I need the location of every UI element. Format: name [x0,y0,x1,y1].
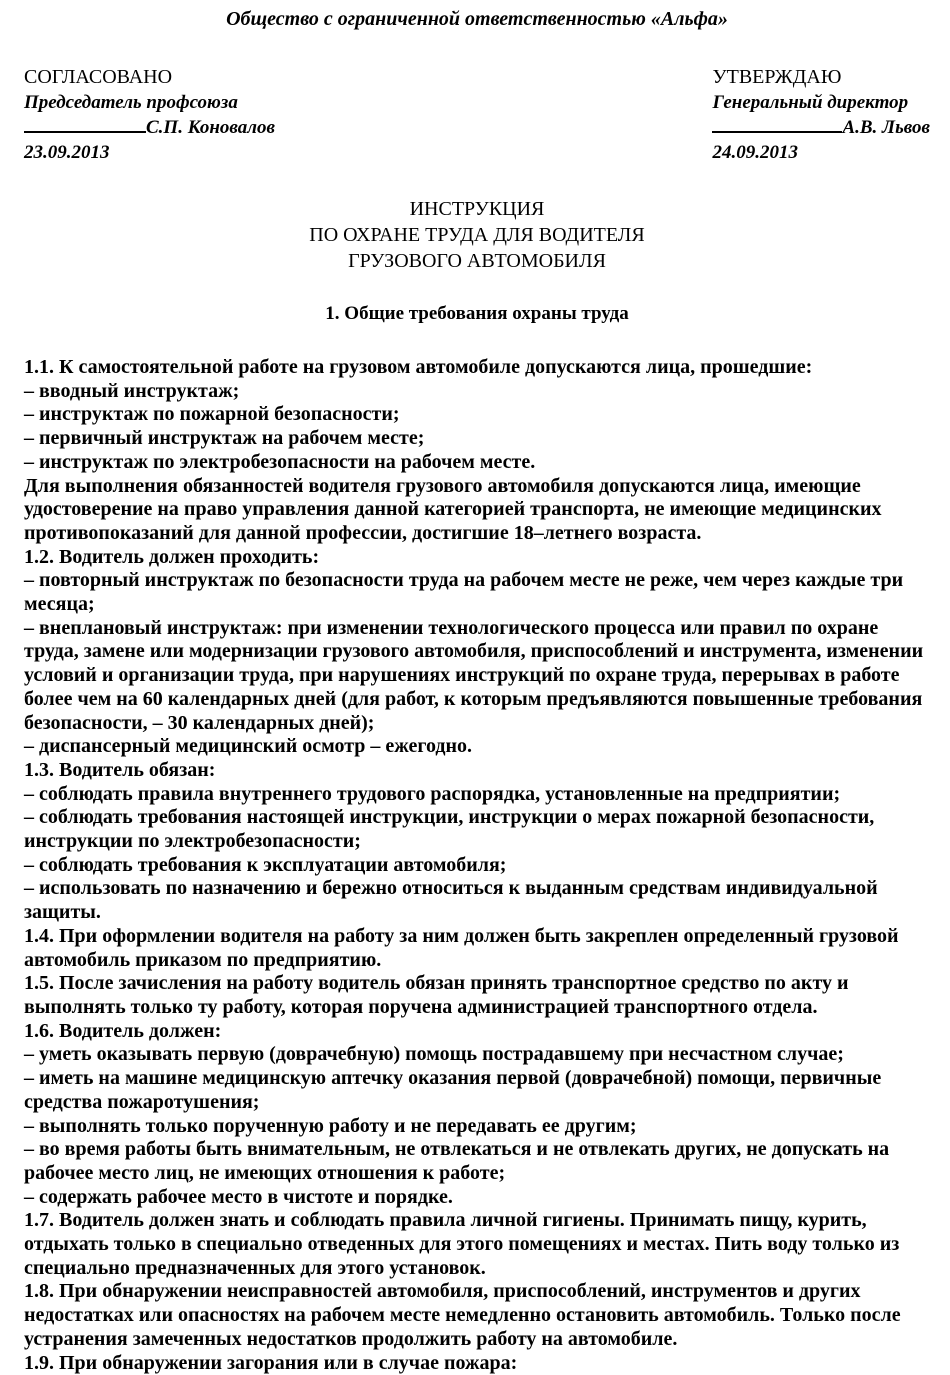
approved-signature-line [712,115,930,140]
approved-role: Генеральный директор [712,92,909,113]
agreed-role: Председатель профсоюза [24,92,238,113]
signature-blank [712,115,842,133]
approved-status-label: УТВЕРЖДАЮ [712,66,842,88]
signature-blank [24,115,146,133]
paragraph-1-9: 1.9. При обнаружении загорания или в случае пожара: [24,1351,518,1374]
list-item: – уметь оказывать первую (доврачебную) помощь пострадавшему при несчастном случае; [24,1043,844,1066]
list-item: – использовать по назначению и бережно относиться к выданным средствам индивидуальной защиты. [24,877,878,924]
paragraph-1-3: 1.3. Водитель обязан: [24,758,216,781]
list-item: – во время работы быть внимательным, не отвлекаться и не отвлекать других, не допускать на рабочее место лиц, не имеющих отношения к работе; [24,1138,890,1184]
paragraph-1-7: 1.7. Водитель должен знать и соблюдать правила личной гигиены. Принимать пищу, курить, отдыхать только в специально отведенных для этого помещениях и местах. Пить воду только из специально предназначенных для этого установок. [24,1209,900,1279]
list-item: – повторный инструктаж по безопасности труда на рабочем месте не реже, чем через каждые три месяца; [24,569,904,616]
title-line-3: ГРУЗОВОГО АВТОМОБИЛЯ [348,250,606,272]
agreed-signature-line [24,115,275,140]
list-item: – инструктаж по пожарной безопасности; [24,403,400,426]
list-item: – первичный инструктаж на рабочем месте; [24,427,425,450]
agreed-status-label: СОГЛАСОВАНО [24,66,173,88]
list-item: – внеплановый инструктаж: при изменении технологического процесса или правил по охране труда, замене или модернизации грузового автомобиля, приспособлений и инструмента, изменении условий и организации труда, при нарушениях инструкций по охране труда, перерывах в работе более чем на 60 календарных дней (для работ, к которым предъявляются повышенные требования безопасности, – 30 календарных дней); [24,616,924,734]
approval-block-approved [712,65,930,165]
list-item: – соблюдать требования настоящей инструкции, инструкции о мерах пожарной безопасности, инструкции по электробезопасности; [24,806,875,853]
title-line-1: ИНСТРУКЦИЯ [409,198,545,220]
approved-date: 24.09.2013 [712,142,798,163]
title-line-2: ПО ОХРАНЕ ТРУДА ДЛЯ ВОДИТЕЛЯ [309,224,645,246]
instruction-body [24,356,930,1375]
list-item: – диспансерный медицинский осмотр – ежегодно. [24,735,473,758]
approval-block-agreed [24,65,275,165]
paragraph-1-6: 1.6. Водитель должен: [24,1019,222,1042]
approval-blocks [24,65,930,165]
document-title [24,196,930,274]
paragraph-1-4: 1.4. При оформлении водителя на работу за ним должен быть закреплен определенный грузовой автомобиль приказом по предприятию. [24,924,899,971]
paragraph-1-5: 1.5. После зачисления на работу водитель обязан принять транспортное средство по акту и выполнять только ту работу, которая поручена администрацией транспортного отдела. [24,972,849,1018]
paragraph-1-1: 1.1. К самостоятельной работе на грузовом автомобиле допускаются лица, прошедшие: [24,356,813,378]
company-title: Общество с ограниченной ответственностью «Альфа» [226,8,728,30]
list-item: – инструктаж по электробезопасности на рабочем месте. [24,450,536,473]
paragraph: Для выполнения обязанностей водителя грузового автомобиля допускаются лица, имеющие удостоверение на право управления данной категорией транспорта, не имеющие медицинских противопоказаний для данной профессии, достигшие 18–летнего возраста. [24,474,882,544]
approved-signer-name: А.В. Львов [842,117,930,138]
agreed-signer-name: С.П. Коновалов [146,117,276,138]
paragraph-1-8: 1.8. При обнаружении неисправностей автомобиля, приспособлений, инструментов и других недостатках или опасностях на рабочем месте немедленно остановить автомобиль. Только после устранения замеченных недостатков продолжить работу на автомобиле. [24,1280,901,1350]
list-item: – вводный инструктаж; [24,379,240,402]
paragraph-1-2: 1.2. Водитель должен проходить: [24,545,320,568]
list-item: – соблюдать правила внутреннего трудового распорядка, установленные на предприятии; [24,782,841,805]
section-heading: 1. Общие требования охраны труда [325,303,629,324]
list-item: – соблюдать требования к эксплуатации автомобиля; [24,853,507,876]
list-item: – содержать рабочее место в чистоте и порядке. [24,1185,453,1208]
list-item: – иметь на машине медицинскую аптечку оказания первой (доврачебной) помощи, первичные средства пожаротушения; [24,1067,882,1113]
agreed-date: 23.09.2013 [24,142,110,163]
list-item: – выполнять только порученную работу и не передавать ее другим; [24,1114,637,1137]
